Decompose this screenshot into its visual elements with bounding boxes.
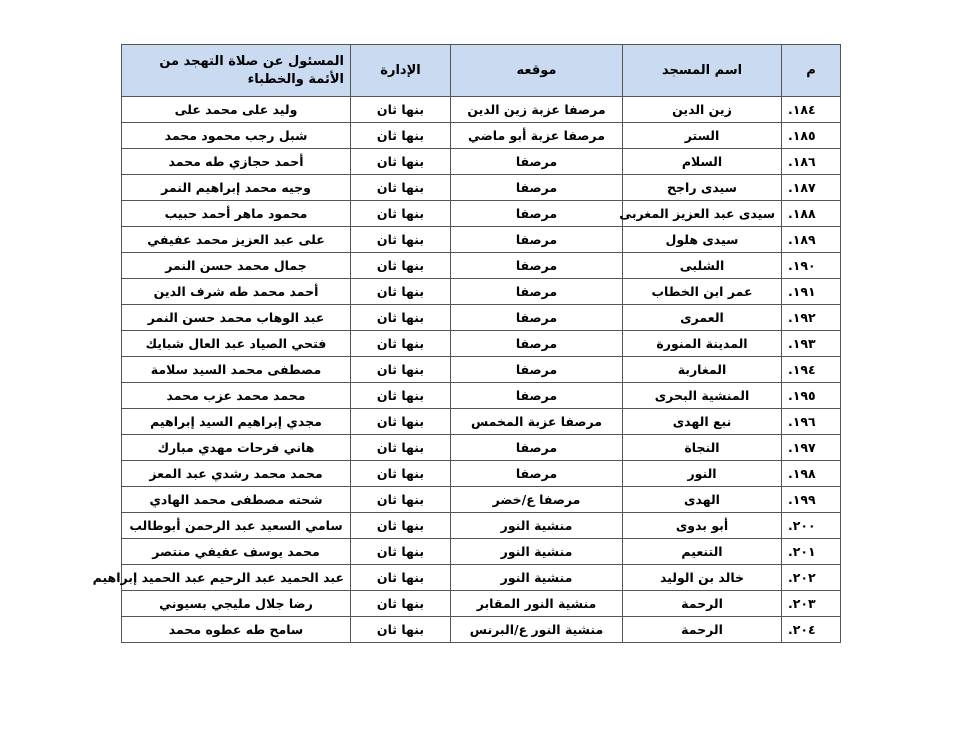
table-row bbox=[122, 383, 841, 409]
administration: بنها ثان bbox=[351, 487, 451, 513]
mosque-location: منشية النور bbox=[451, 539, 623, 565]
mosque-name: الستر bbox=[623, 123, 782, 149]
administration: بنها ثان bbox=[351, 435, 451, 461]
row-number: ١٩٧. bbox=[782, 435, 841, 461]
mosque-location: مرصفا bbox=[451, 305, 623, 331]
responsible-person: رضا جلال مليجي بسيوني bbox=[122, 591, 351, 617]
row-number: ١٨٧. bbox=[782, 175, 841, 201]
mosque-location: مرصفا bbox=[451, 357, 623, 383]
row-number: ٢٠٠. bbox=[782, 513, 841, 539]
responsible-person: أحمد محمد طه شرف الدين bbox=[122, 279, 351, 305]
administration: بنها ثان bbox=[351, 97, 451, 123]
mosque-name: سيدى راجح bbox=[623, 175, 782, 201]
table-row bbox=[122, 331, 841, 357]
header-number: م bbox=[782, 45, 841, 97]
responsible-person: شبل رجب محمود محمد bbox=[122, 123, 351, 149]
mosque-location: مرصفا bbox=[451, 149, 623, 175]
mosque-name: المدينة المنورة bbox=[623, 331, 782, 357]
row-number: ١٩٨. bbox=[782, 461, 841, 487]
table-row bbox=[122, 409, 841, 435]
administration: بنها ثان bbox=[351, 357, 451, 383]
responsible-person: مجدي إبراهيم السيد إبراهيم bbox=[122, 409, 351, 435]
row-number: ٢٠١. bbox=[782, 539, 841, 565]
mosque-name: الرحمة bbox=[623, 617, 782, 643]
administration: بنها ثان bbox=[351, 253, 451, 279]
table-row bbox=[122, 513, 841, 539]
mosque-schedule-table bbox=[92, 44, 841, 643]
mosque-name: عمر ابن الخطاب bbox=[623, 279, 782, 305]
row-number: ١٩٤. bbox=[782, 357, 841, 383]
row-number: ١٨٩. bbox=[782, 227, 841, 253]
mosque-name: النجاة bbox=[623, 435, 782, 461]
administration: بنها ثان bbox=[351, 513, 451, 539]
responsible-person: محمود ماهر أحمد حبيب bbox=[122, 201, 351, 227]
row-number: ١٩٦. bbox=[782, 409, 841, 435]
mosque-location: مرصفا bbox=[451, 331, 623, 357]
mosque-name: المنشية البحرى bbox=[623, 383, 782, 409]
table-row bbox=[122, 435, 841, 461]
responsible-person: فتحي الصياد عبد العال شبايك bbox=[122, 331, 351, 357]
responsible-person: وجيه محمد إبراهيم النمر bbox=[122, 175, 351, 201]
header-responsible: المسئول عن صلاة التهجد من الأئمة والخطباء bbox=[122, 45, 351, 97]
responsible-person: جمال محمد حسن النمر bbox=[122, 253, 351, 279]
administration: بنها ثان bbox=[351, 305, 451, 331]
mosque-location: مرصفا bbox=[451, 253, 623, 279]
administration: بنها ثان bbox=[351, 123, 451, 149]
table-row bbox=[122, 149, 841, 175]
administration: بنها ثان bbox=[351, 461, 451, 487]
mosque-name: الشلبى bbox=[623, 253, 782, 279]
table-row bbox=[122, 487, 841, 513]
responsible-person: هاني فرحات مهدي مبارك bbox=[122, 435, 351, 461]
mosque-name: خالد بن الوليد bbox=[623, 565, 782, 591]
table-row bbox=[122, 279, 841, 305]
header-administration: الإدارة bbox=[351, 45, 451, 97]
responsible-person: سامح طه عطوه محمد bbox=[122, 617, 351, 643]
table-header-row bbox=[122, 45, 841, 97]
table-row bbox=[122, 227, 841, 253]
row-number: ١٩٩. bbox=[782, 487, 841, 513]
mosque-location: مرصفا bbox=[451, 175, 623, 201]
administration: بنها ثان bbox=[351, 331, 451, 357]
header-location: موقعه bbox=[451, 45, 623, 97]
mosque-name: العمرى bbox=[623, 305, 782, 331]
mosque-location: منشية النور ع/البرنس bbox=[451, 617, 623, 643]
table-body bbox=[92, 97, 841, 643]
administration: بنها ثان bbox=[351, 591, 451, 617]
row-number: ١٩٠. bbox=[782, 253, 841, 279]
administration: بنها ثان bbox=[351, 383, 451, 409]
table-row bbox=[122, 97, 841, 123]
table-row bbox=[122, 175, 841, 201]
table-row bbox=[122, 461, 841, 487]
row-number: ١٩١. bbox=[782, 279, 841, 305]
header-mosque-name: اسم المسجد bbox=[623, 45, 782, 97]
row-number: ١٨٥. bbox=[782, 123, 841, 149]
table-row bbox=[122, 591, 841, 617]
row-number: ١٩٣. bbox=[782, 331, 841, 357]
responsible-person: وليد على محمد على bbox=[122, 97, 351, 123]
responsible-person: على عبد العزيز محمد عفيفي bbox=[122, 227, 351, 253]
administration: بنها ثان bbox=[351, 201, 451, 227]
row-number: ١٩٢. bbox=[782, 305, 841, 331]
row-number: ١٨٤. bbox=[782, 97, 841, 123]
row-number: ٢٠٢. bbox=[782, 565, 841, 591]
responsible-person: أحمد حجازي طه محمد bbox=[122, 149, 351, 175]
mosque-location: مرصفا bbox=[451, 461, 623, 487]
administration: بنها ثان bbox=[351, 565, 451, 591]
administration: بنها ثان bbox=[351, 175, 451, 201]
table-row bbox=[122, 357, 841, 383]
administration: بنها ثان bbox=[351, 539, 451, 565]
row-number: ١٩٥. bbox=[782, 383, 841, 409]
mosque-location: مرصفا عزبة أبو ماضي bbox=[451, 123, 623, 149]
mosque-location: منشية النور bbox=[451, 565, 623, 591]
administration: بنها ثان bbox=[351, 279, 451, 305]
responsible-person: عبد الحميد عبد الرحيم عبد الحميد إبراهيم bbox=[122, 565, 351, 591]
mosque-name: النور bbox=[623, 461, 782, 487]
mosque-name: السلام bbox=[623, 149, 782, 175]
mosque-location: مرصفا bbox=[451, 201, 623, 227]
administration: بنها ثان bbox=[351, 149, 451, 175]
administration: بنها ثان bbox=[351, 227, 451, 253]
mosque-location: مرصفا bbox=[451, 383, 623, 409]
row-number: ٢٠٤. bbox=[782, 617, 841, 643]
mosque-location: مرصفا bbox=[451, 227, 623, 253]
mosque-name: نبع الهدى bbox=[623, 409, 782, 435]
responsible-person: شحته مصطفى محمد الهادي bbox=[122, 487, 351, 513]
table-row bbox=[122, 201, 841, 227]
mosque-name: التنعيم bbox=[623, 539, 782, 565]
mosque-location: مرصفا ع/خضر bbox=[451, 487, 623, 513]
row-number: ١٨٦. bbox=[782, 149, 841, 175]
table-row bbox=[122, 305, 841, 331]
responsible-person: مصطفى محمد السيد سلامة bbox=[122, 357, 351, 383]
responsible-person: محمد يوسف عفيفي منتصر bbox=[122, 539, 351, 565]
mosque-location: مرصفا bbox=[451, 435, 623, 461]
table-row bbox=[122, 539, 841, 565]
table-row bbox=[122, 565, 841, 591]
mosque-name: الرحمة bbox=[623, 591, 782, 617]
mosque-name: سيدى عبد العزيز المغربى bbox=[623, 201, 782, 227]
row-number: ١٨٨. bbox=[782, 201, 841, 227]
mosque-location: مرصفا عزبة المخمس bbox=[451, 409, 623, 435]
mosque-name: المغاربة bbox=[623, 357, 782, 383]
row-number: ٢٠٣. bbox=[782, 591, 841, 617]
mosque-location: منشية النور bbox=[451, 513, 623, 539]
responsible-person: سامي السعيد عبد الرحمن أبوطالب bbox=[122, 513, 351, 539]
administration: بنها ثان bbox=[351, 409, 451, 435]
mosque-location: مرصفا عزبة زين الدين bbox=[451, 97, 623, 123]
mosque-name: الهدى bbox=[623, 487, 782, 513]
table-row bbox=[122, 617, 841, 643]
mosque-location: مرصفا bbox=[451, 279, 623, 305]
table-row bbox=[122, 123, 841, 149]
mosque-name: أبو بدوى bbox=[623, 513, 782, 539]
mosque-name: سيدى هلول bbox=[623, 227, 782, 253]
responsible-person: محمد محمد عزب محمد bbox=[122, 383, 351, 409]
mosque-name: زين الدين bbox=[623, 97, 782, 123]
responsible-person: عبد الوهاب محمد حسن النمر bbox=[122, 305, 351, 331]
mosque-location: منشية النور المقابر bbox=[451, 591, 623, 617]
table-row bbox=[122, 253, 841, 279]
responsible-person: محمد محمد رشدي عبد المعز bbox=[122, 461, 351, 487]
administration: بنها ثان bbox=[351, 617, 451, 643]
